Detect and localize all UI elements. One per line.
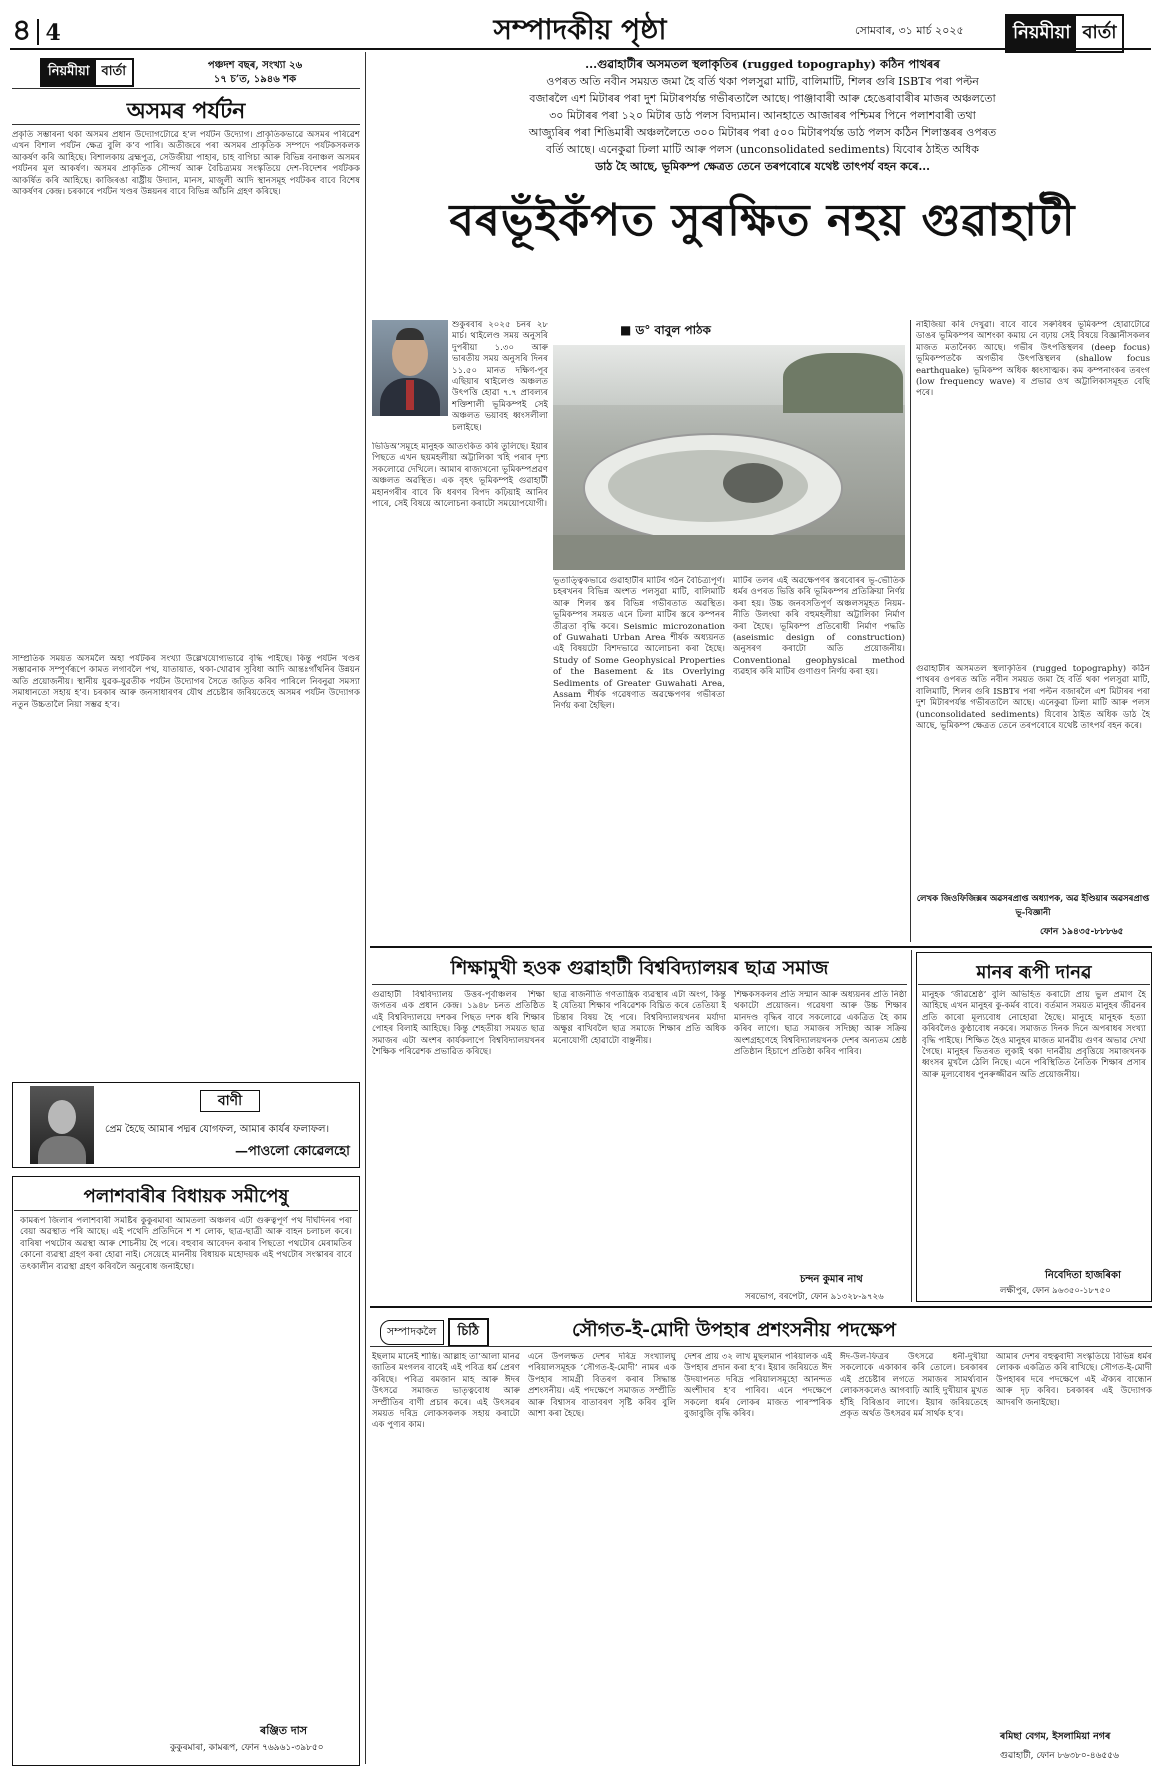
editorial-paragraph-1: প্ৰকৃতি সম্ভাৰনা থকা অসমৰ প্ৰধান উদ্যোগটোৱে হ’ল পৰ্যটন উদ্যোগ। প্ৰাকৃতিকভাৱে অসমৰ পৰিৱেশ এখন বিশাল পৰ্যটন ক্ষেত্ৰ বুলি ক’ব পাৰি। অতীজৰে পৰা অসমৰ প্ৰাকৃতিক সম্পদে পৰ্যটকসকলক আকৰ্ষণ কৰি আহিছে। বিশালকায় ব্ৰহ্মপুত্ৰ, সেউজীয়া পাহাৰ, চাহ বাগিচা আৰু বিভিন্ন বনাঞ্চল অসমৰ পৰ্যটনৰ মূল আকৰ্ষণ। অসমৰ প্ৰাকৃতিক সৌন্দৰ্য আৰু বৈচিত্ৰ্যময় সংস্কৃতিয়ে দেশ-বিদেশৰ পৰ্যটকক আকৰ্ষিত কৰি আহিছে। কাজিৰঙা ৰাষ্ট্ৰীয় উদ্যান, মানস, মাজুলী আদি স্থানসমূহ পৰ্যটকৰ বাবে বিশেষ আকৰ্ষণৰ কেন্দ্ৰ। চৰকাৰে পৰ্যটন খণ্ডৰ উন্নয়নৰ বাবে বিভিন্ন আঁচনি গ্ৰহণ কৰিছে। bbox=[12, 130, 360, 198]
feature-summary-line-6: ডাঠ হৈ আছে, ভূমিকম্প ক্ষেত্ৰত তেনে তৰপবোৰে যথেষ্ট তাৎপৰ্য বহন কৰে... bbox=[595, 160, 930, 173]
letter-left-signer: ৰঞ্জিত দাস bbox=[260, 1724, 308, 1737]
demon-title: মানৰ ৰূপী দানৱ bbox=[976, 962, 1092, 983]
feature-col4: নাইজিয়া কৰি দেখুৱা। বাবে বাবে সৰুবিধৰ ভূমিকম্প হোৱাটোৱে ডাঙৰ ভূমিকম্পৰ আশংকা কমায় নে বঢ়ায় সেই বিষয়ে বিজ্ঞানীসকলৰ মাজত মতানৈক্য আছে। গভীৰ উৎপত্তিস্থলৰ (deep focus) ভূমিকম্পতকৈ অগভীৰ উৎপত্তিস্থলৰ (shallow focus earthquake) ভূমিকম্প অধিক ধ্বংসাত্মক। কম কম্পনাংকৰ তৰংগ (low frequency wave) ৰ প্ৰভাৱ ওখ অট্টালিকাসমূহত বেছি পৰে। bbox=[916, 320, 1150, 399]
letters-band-title-rule bbox=[370, 1346, 1152, 1347]
feature-col3: মাটিৰ তলৰ এই অৱক্ষেপণৰ স্তৰবোৰৰ ভূ-ভৌতিক ধৰ্মৰ ওপৰত ভিত্তি কৰি ভূমিকম্পৰ প্ৰতিক্ৰিয়া নিৰ্ণয় কৰা হয়। উচ্চ জনবসতিপূৰ্ণ অঞ্চলসমূহত নিয়ম-নীতি উলংঘা কৰি বহুমহলীয়া অট্টালিকা নিৰ্মাণ কৰা হৈছে। ভূমিকম্প প্ৰতিৰোধী নিৰ্মাণ পদ্ধতি (aseismic design of construction) অনুসৰণ কৰাটো অতি প্ৰয়োজনীয়। Conventional geophysical method ব্যৱহাৰ কৰি মাটিৰ গুণাগুণ নিৰ্ণয় কৰা হয়। bbox=[733, 576, 905, 678]
quote-author: —পাওলো কোৱেলহো bbox=[235, 1144, 350, 1159]
feature-kicker: ...গুৱাহাটীৰ অসমতল স্থলাকৃতিৰ (rugged topography) কঠিন পাথৰৰ bbox=[585, 57, 940, 71]
feature-bottom-rule bbox=[370, 946, 1152, 948]
letters-band-col4: ঈদ-উল-ফিত্ৰৰ উৎসৱে ধনী-দুখীয়া সকলোকে একাকাৰ কৰি তোলে। চৰকাৰৰ এই প্ৰচেষ্টাৰ লগতে সমাজৰ সামৰ্থ্যবান লোকসকলেও আগবাঢ়ি আহি দুখীয়াৰ মুখত হাঁহি বিৰিঙাব লাগে। ইয়াৰ জৰিয়তেহে প্ৰকৃত অৰ্থত উৎসৱৰ মৰ্ম সাৰ্থক হ’ব। bbox=[840, 1352, 988, 1420]
feature-byline-name: ড° বাবুল পাঠক bbox=[635, 323, 711, 337]
issue-date: সোমবাৰ, ৩১ মাৰ্চ ২০২৫ bbox=[855, 24, 964, 37]
feature-col4-divider bbox=[910, 320, 911, 942]
letters-band-col5: আমাৰ দেশৰ বহুত্ববাদী সংস্কৃতিয়ে বিভিন্ন ধৰ্মৰ লোকক একত্ৰিত কৰি ৰাখিছে। সৌগত-ই-মোদী উপহাৰৰ দৰে পদক্ষেপে এই ঐক্যৰ বান্ধোন আৰু দৃঢ় কৰিব। চৰকাৰৰ এই উদ্যোগক আদৰণি জনাইছো। bbox=[996, 1352, 1152, 1408]
letters-tag-letter: চিঠি bbox=[448, 1318, 489, 1347]
header-rule bbox=[10, 48, 1151, 50]
letter-left-title: পলাশবাৰীৰ বিধায়ক সমীপেষু bbox=[83, 1186, 289, 1207]
university-title-rule bbox=[372, 984, 907, 985]
feature-col1-top: শুকুৰবাৰ ২০২৫ চনৰ ২৮ মাৰ্চ। থাইলেণ্ড সময় অনুসৰি দুপৰীয়া ১.৩০ আৰু ভাৰতীয় সময় অনুসৰি দিনৰ ১১.৫০ মানত দক্ষিণ-পূব এছিয়াৰ থাইলেণ্ড অঞ্চলত উৎপত্তি হোৱা ৭.৭ প্ৰাবল্যৰ শক্তিশালী ভূমিকম্পই সেই অঞ্চলত ভয়াবহ ধ্বংসলীলা চলাইছে। bbox=[452, 320, 548, 433]
letter-left-rule bbox=[14, 1210, 358, 1211]
university-title: শিক্ষামুখী হওক গুৱাহাটী বিশ্ববিদ্যালয়ৰ ছাত্ৰ সমাজ bbox=[450, 957, 829, 979]
editorial-paragraph-2: সাম্প্ৰতিক সময়ত অসমলৈ অহা পৰ্যটকৰ সংখ্যা উল্লেখযোগ্যভাৱে বৃদ্ধি পাইছে। কিন্তু পৰ্যটন খণ্ডৰ সম্ভাৱনাক সম্পূৰ্ণৰূপে কামত লগাবলৈ পথ, যাতায়াত, থকা-খোৱাৰ সুবিধা আদি আন্তঃগাঁথনিৰ উন্নয়ন অতি প্ৰয়োজনীয়। স্থানীয় যুৱক-যুৱতীক পৰ্যটন উদ্যোগৰ সৈতে জড়িত কৰিব পাৰিলে নিবনুৱা সমস্যা সমাধানতো সহায় হ’ব। চৰকাৰ আৰু জনসাধাৰণৰ যৌথ প্ৰচেষ্টাৰ জৰিয়তেহে অসমৰ পৰ্যটন উদ্যোগক নতুন উচ্চতালৈ নিয়া সম্ভৱ হ’ব। bbox=[12, 654, 360, 710]
quote-title: বাণী bbox=[200, 1090, 260, 1112]
editorial-title: অসমৰ পৰ্যটন bbox=[126, 98, 246, 124]
letters-tag-editor: সম্পাদকলৈ bbox=[380, 1320, 444, 1345]
feature-author-note: লেখক জিওফিজিক্সৰ অৱসৰপ্ৰাপ্ত অধ্যাপক, অৱ ইণ্ডিয়াৰ অৱসৰপ্ৰাপ্ত ভূ-বিজ্ঞানী bbox=[916, 894, 1150, 918]
letters-tag bbox=[380, 1318, 489, 1347]
section-title: সম্পাদকীয় পৃষ্ঠা bbox=[493, 13, 667, 46]
letter-left-body: কামৰূপ জিলাৰ পলাশবাৰী সমষ্টিৰ কুকুৰমাৰা আমতলা অঞ্চলৰ এটা গুৰুত্বপূৰ্ণ পথ দীৰ্ঘদিনৰ পৰা বেয়া অৱস্থাত পৰি আছে। এই পথেদি প্ৰতিদিনে শ শ লোক, ছাত্ৰ-ছাত্ৰী আৰু বাহন চলাচল কৰে। বাৰিষা পথটোৰ অৱস্থা আৰু শোচনীয় হৈ পৰে। বহুবাৰ আবেদন কৰাৰ পিছতো পথটোৰ মেৰামতিৰ কোনো ব্যৱস্থা গ্ৰহণ কৰা হোৱা নাই। সেয়েহে মাননীয় বিধায়ক মহোদয়ক এই পথটোৰ সংস্কাৰৰ বাবে তৎকালীন ব্যৱস্থা গ্ৰহণ কৰিবলৈ অনুৰোধ জনাইছো। bbox=[20, 1216, 352, 1272]
demon-body: মানুহক ‘জীৱশ্ৰেষ্ঠ’ বুলি অভিহিত কৰাটো প্ৰায় ভুল প্ৰমাণ হৈ আহিছে এখন মানুহৰ কু-কৰ্মৰ বাবে। বৰ্তমান সময়ত মানুহৰ জীৱনৰ প্ৰতি কাৰো মূল্যবোধ নোহোৱা হৈছে। মানুহে মানুহক হত্যা কৰিবলৈও কুণ্ঠাবোধ নকৰে। সমাজত দিনক দিনে অপৰাধৰ সংখ্যা বৃদ্ধি পাইছে। শিক্ষিত হৈও মানুহৰ মাজত মানৱীয় গুণৰ অভাৱ দেখা গৈছে। মানুহৰ ভিতৰত লুকাই থকা দানৱীয় প্ৰবৃত্তিয়ে সমাজখনক ধ্বংসৰ মুখলৈ ঠেলি নিছে। এনে পৰিস্থিতিত নৈতিক শিক্ষাৰ প্ৰসাৰ আৰু মূল্যবোধৰ পুনৰুজ্জীৱন অতি প্ৰয়োজনীয়। bbox=[922, 990, 1146, 1080]
letters-band-title: সৌগত-ই-মোদী উপহাৰ প্ৰশংসনীয় পদক্ষেপ bbox=[572, 1319, 896, 1341]
imprint-brand-b: বাৰ্তা bbox=[96, 60, 133, 85]
feature-col4-continued: গুৱাহাটীৰ অসমতল স্থলাকৃতিৰ (rugged topography) কঠিন পাথৰৰ ওপৰত অতি নবীন সময়ত জমা হৈ বৰ্তি থকা পলসুৱা মাটি, বালিমাটি, শিলৰ গুৰি ISBTৰ পৰা পল্টন বজাৰলৈ এশ মিটাৰৰ পৰা দুশ মিটাৰপৰ্যন্ত গভীৰতালৈ আছে। এনেকুৱা ঢিলা মাটি আৰু পলস (unconsolidated sediments) যিবোৰ ঠাইত অধিক ডাঠ হৈ আছে, ভূমিকম্প ক্ষেত্ৰত তেনে তৰপবোৰে যথেষ্ট তাৎপৰ্য বহন কৰে। bbox=[916, 664, 1150, 732]
feature-summary-line-1: ওপৰত অতি নবীন সময়ত জমা হৈ বৰ্তি থকা পলসুৱা মাটি, বালিমাটি, শিলৰ গুৰি ISBTৰ পৰা পল্টন bbox=[546, 75, 979, 88]
feature-summary-line-5: বৰ্তি আছে। এনেকুৱা ঢিলা মাটি আৰু পলস (unconsolidated sediments) যিবোৰ ঠাইত অধিক bbox=[545, 143, 980, 156]
feature-summary-line-2: বজাৰলৈ এশ মিটাৰৰ পৰা দুশ মিটাৰপৰ্যন্ত গভীৰতালৈ আছে। পাঞ্জাবাৰী আৰু হেঙেৰাবাৰীৰ মাজৰ অঞ্চলতো bbox=[529, 92, 996, 105]
brand-name-b: বাৰ্তা bbox=[1076, 16, 1122, 51]
demon-divider bbox=[911, 950, 912, 1302]
feature-col1: ভিডিঅ’সমূহে মানুহক আতংকিত কৰি তুলিছে। ইয়াৰ পিছতে এখন ছয়মহলীয়া অট্টালিকা খহি পৰাৰ দৃশ্য সকলোৱে দেখিলে। আমাৰ ৰাজ্যখনো ভূমিকম্পপ্ৰৱণ অঞ্চলত অৱস্থিত। এক বৃহৎ ভূমিকম্পই গুৱাহাটী মহানগৰীৰ বাবে কি ধৰণৰ বিপদ কঢ়িয়াই আনিব পাৰে, সেই বিষয়ে আলোচনা কৰাটো সময়োপযোগী। bbox=[372, 442, 548, 510]
university-signer: চন্দন কুমাৰ নাথ bbox=[800, 1274, 863, 1285]
university-col2: ছাত্ৰ ৰাজনীতি গণতান্ত্ৰিক ব্যৱস্থাৰ এটা অংগ, কিন্তু ই যেতিয়া শিক্ষাৰ পৰিৱেশক বিঘ্নিত কৰে তেতিয়া ই চিন্তাৰ বিষয় হৈ পৰে। বিশ্ববিদ্যালয়খনৰ মৰ্যাদা অক্ষুণ্ণ ৰাখিবলৈ ছাত্ৰ সমাজে শিক্ষাৰ প্ৰতি অধিক মনোযোগী হোৱাটো বাঞ্ছনীয়। bbox=[553, 990, 726, 1046]
imprint-volume: পঞ্চদশ বছৰ, সংখ্যা ২৬ bbox=[207, 60, 303, 71]
page-number-latin: 4 bbox=[45, 20, 61, 46]
letters-band-rule bbox=[370, 1306, 1152, 1308]
page-number-assamese: ৪ bbox=[12, 13, 32, 48]
feature-summary-line-4: আজ্যুৰিৰ পৰা শিঙিমাৰী অঞ্চললৈতে ৩০০ মিটাৰৰ পৰা ৫০০ মিটাৰপৰ্যন্ত ডাঠ পলস কঠিন শিলাস্তৰৰ ওপৰত bbox=[528, 126, 997, 139]
demon-title-rule bbox=[918, 984, 1150, 985]
letter-left-address: কুকুৰমাৰা, কামৰূপ, ফোন ৭৬৯৬১-৩৯৮৫০ bbox=[170, 1743, 324, 1753]
letters-band-signer: ৰমিছা বেগম, ইসলামিয়া নগৰ bbox=[1000, 1731, 1111, 1742]
imprint-rule bbox=[12, 88, 360, 89]
imprint-logo bbox=[40, 58, 134, 87]
demon-signer: নিবেদিতা হাজৰিকা bbox=[1045, 1270, 1121, 1281]
quote-text: প্ৰেম হৈছে আমাৰ পদ্মৰ যোগফল, আমাৰ কাৰ্যৰ ফলাফল। bbox=[105, 1124, 330, 1135]
feature-summary-line-3: ৩০ মিটাৰৰ পৰা ১২০ মিটাৰ ডাঠ পলস বিদ্যমান। আনহাতে আজাৰৰ পশ্চিমৰ পিনে পলাশবাৰী তথা bbox=[549, 109, 976, 122]
feature-headline: বৰভূঁইকঁপত সুৰক্ষিত নহয় গুৱাহাটী bbox=[449, 195, 1076, 246]
left-column-divider bbox=[365, 52, 366, 1764]
brand-name-a: নিয়মীয়া bbox=[1007, 16, 1076, 51]
letters-band-col1: ইছলাম মানেই শান্তি। আল্লাহ তা’আলা মানৱ জাতিৰ মংগলৰ বাবেই এই পবিত্ৰ ধৰ্ম প্ৰেৰণ কৰিছে। পবিত্ৰ ৰমজান মাহ আৰু ঈদৰ উৎসৱে সমাজত ভাতৃত্ববোধ আৰু সম্প্ৰীতিৰ বাণী প্ৰচাৰ কৰে। এই উৎসৱৰ সময়ত দৰিদ্ৰ লোকসকলক সহায় কৰাটো এক পুণ্যৰ কাম। bbox=[372, 1352, 520, 1431]
feature-photo bbox=[553, 345, 905, 570]
quote-author-photo bbox=[30, 1086, 94, 1164]
university-col1: গুৱাহাটী বিশ্ববিদ্যালয় উত্তৰ-পূৰ্বাঞ্চলৰ শিক্ষা জগতৰ এক প্ৰধান কেন্দ্ৰ। ১৯৪৮ চনত প্ৰতিষ্ঠিত এই বিশ্ববিদ্যালয়ে দশকৰ পিছত দশক ধৰি শিক্ষাৰ পোহৰ বিলাই আহিছে। কিন্তু শেহতীয়া সময়ত ছাত্ৰ সমাজৰ এটা অংশৰ কাৰ্যকলাপে বিশ্ববিদ্যালয়খনৰ শৈক্ষিক পৰিৱেশক প্ৰভাৱিত কৰিছে। bbox=[372, 990, 545, 1058]
feature-byline: ■ ড° বাবুল পাঠক bbox=[620, 323, 711, 337]
demon-address: লক্ষীপুৰ, ফোন ৯৬৩৫০-১৮৭৫০ bbox=[1000, 1286, 1111, 1296]
imprint-brand-a: নিয়মীয়া bbox=[42, 60, 96, 85]
university-address: সৰভোগ, বৰপেটা, ফোন ৯১৩২৮-৯৭২৬ bbox=[745, 1292, 884, 1302]
letters-band-address: গুৱাহাটী, ফোন ৮৬৩৮০-৪৬৫৫৬ bbox=[1000, 1751, 1119, 1761]
editorial-title-rule bbox=[12, 124, 360, 125]
imprint-date: ১৭ চ’ত, ১৯৪৬ শক bbox=[213, 74, 297, 85]
feature-col2: ভূতাত্ত্বিকভাৱে গুৱাহাটীৰ মাটিৰ গঠন বৈচিত্ৰ্যপূৰ্ণ। চহৰখনৰ বিভিন্ন অংশত পলসুৱা মাটি, বালিমাটি আৰু শিলৰ স্তৰ বিভিন্ন গভীৰতাত অৱস্থিত। ভূমিকম্পৰ সময়ত এনে ঢিলা মাটিৰ স্তৰে কম্পনৰ তীব্ৰতা বৃদ্ধি কৰে। Seismic microzonation of Guwahati Urban Area শীৰ্ষক অধ্যয়নত এই বিষয়টো বিশদভাৱে আলোচনা কৰা হৈছে। Study of Some Geophysical Properties of the Basement & its Overlying Sediments of Greater Guwahati Area, Assam শীৰ্ষক গৱেষণাত অৱক্ষেপণৰ গভীৰতা নিৰ্ণয় কৰা হৈছিল। bbox=[553, 576, 725, 712]
letters-band-col3: দেশৰ প্ৰায় ৩২ লাখ মুছলমান পৰিয়ালক এই উপহাৰ প্ৰদান কৰা হ’ব। ইয়াৰ জৰিয়তে ঈদ উদযাপনত দৰিদ্ৰ পৰিয়ালসমূহো আনন্দত অংশীদাৰ হ’ব পাৰিব। এনে পদক্ষেপে সকলো ধৰ্মৰ লোকৰ মাজত পাৰস্পৰিক বুজাবুজি বৃদ্ধি কৰিব। bbox=[684, 1352, 832, 1420]
author-photo bbox=[372, 320, 448, 416]
university-col3: শিক্ষকসকলৰ প্ৰতি সন্মান আৰু অধ্যয়নৰ প্ৰতি নিষ্ঠা থকাটো প্ৰয়োজন। গৱেষণা আৰু উচ্চ শিক্ষাৰ মানদণ্ড বৃদ্ধিৰ বাবে সকলোৱে একত্ৰিত হৈ কাম কৰিব লাগে। ছাত্ৰ সমাজৰ সদিচ্ছা আৰু সক্ৰিয় অংশগ্ৰহণেহে বিশ্ববিদ্যালয়খনক দেশৰ অন্যতম শ্ৰেষ্ঠ প্ৰতিষ্ঠান হিচাপে প্ৰতিষ্ঠা কৰিব পাৰিব। bbox=[734, 990, 907, 1058]
letters-band-col2: এনে উপলক্ষত দেশৰ দৰিদ্ৰ সংখ্যালঘু পৰিয়ালসমূহক ‘সৌগত-ই-মোদী’ নামৰ এক উপহাৰ সামগ্ৰী বিতৰণ কৰাৰ সিদ্ধান্ত প্ৰশংসনীয়। এই পদক্ষেপে সমাজত সম্প্ৰীতি আৰু বিশ্বাসৰ বাতাবৰণ সৃষ্টি কৰিব বুলি আশা কৰা হৈছে। bbox=[528, 1352, 676, 1420]
feature-author-phone: ফোন ১৯৪৩৫-৮৮৮৬৫ bbox=[1040, 927, 1124, 937]
